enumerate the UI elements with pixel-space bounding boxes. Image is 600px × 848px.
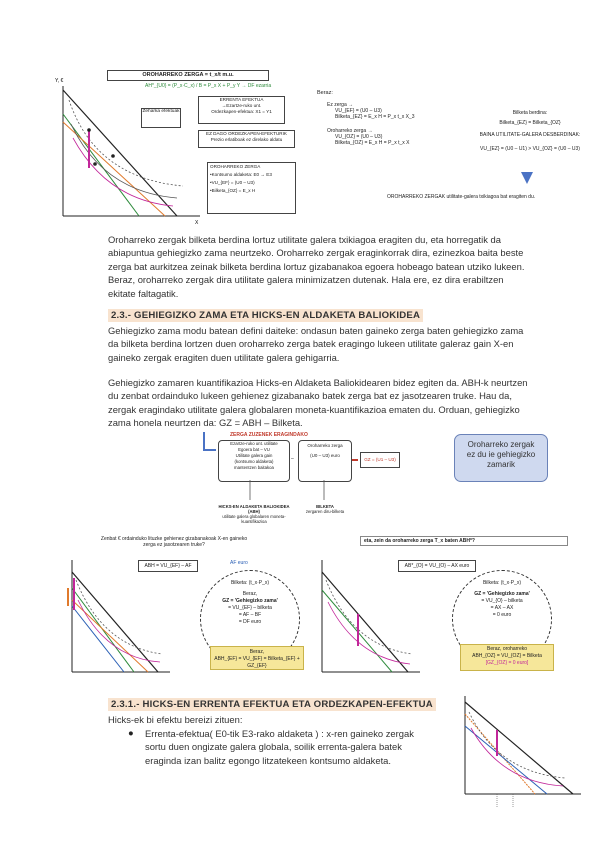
fig3-right-result-sub: [GZ_{OZ} = 0 euro]: [485, 660, 529, 666]
fig3-right-gz1: = VU_{O} – bilketa: [481, 598, 523, 604]
figure-1-oroharreko-box: OROHARREKO ZERGA •Kontsumo aldaketa: E0 → E3 •VU_{EF} = (U0 – U3) •Bilketa_{OZ} = E_x H: [207, 162, 296, 214]
paragraph-3: Gehiegizko zamaren kuantifikazioa Hicks-en Aldaketa Baliokidearen bidez egiten da. ABH-k neurtzen du zenbat ordainduko lukeen gehienez gizabanako batek zerga bat ez jasotzearen truke. Hau da, zergak eragindako utilitate galera globalaren moneta-kuantifikazioa ematen du. Orduan, gehiegizko zama honela neurtzen da: GZ = ABH – Bilketa.: [108, 377, 528, 429]
berez-line5: VU_{OZ} = (U0 – U3): [335, 134, 383, 140]
callout-oroharreko: Oroharreko zergak ez du ie gehiegizko zamarik: [454, 434, 548, 482]
figure-3-left: [62, 536, 322, 678]
abh-left-box: ABH = VU_{EF} – AF: [138, 560, 198, 572]
paragraph-2: Gehiegizko zama modu batean defini daiteke: ondasun baten gaineko zerga baten gehiegizko zama da bilketa berdina lortzen duen oroharreko zerga batek eragingo lukeen utilitate galeraz gain X-en gaineko zergak eragiten duen utilitate galera gehigarria.: [108, 325, 524, 363]
down-arrow-icon: [521, 172, 533, 184]
note-left-title: HICKS-EN ALDAKETA BALIOKIDEA (ABH): [218, 504, 290, 514]
figure-1-zeharka: Zeharka efektuak: [141, 108, 181, 128]
bullet-dot: ●: [128, 727, 134, 738]
abh-right-box: AB*_{O} = VU_{O} – AX euro: [398, 560, 476, 572]
figure-1-title: OROHARREKO ZERGA = t_x/t m.u.: [107, 70, 269, 81]
figure-1-axis-x: X: [195, 220, 199, 226]
paragraph-4: Hicks-ek bi efektu bereizi zituen:: [108, 714, 243, 725]
figure-3-left-calc: [208, 580, 292, 626]
figure-2: [200, 432, 400, 522]
figure-1-axis-y: Y, €: [55, 78, 64, 84]
fig3-result-title: Beraz,: [249, 649, 265, 655]
af-label: AF euro: [230, 560, 248, 566]
fig3-result-line: ABH_{EF} = VU_{EF} = Bilketa_{EF} + GZ_{EF}: [214, 656, 300, 669]
figure-1-errenta-box: ERRENTA EFEKTUA →Ezartze-ruko unt. Ordezkapen-efektua: X1 = Y1: [198, 96, 285, 124]
fig3-beraz: Beraz,: [242, 591, 258, 597]
heading-2-3-1: 2.3.1.- HICKS-EN ERRENTA EFEKTUA ETA ORDEZKAPEN-EFEKTUA: [108, 698, 436, 711]
paragraph-1: Oroharreko zergak bilketa berdina lortuz utilitate galera txikiagoa eragiten du, eta horregatik da abiapuntua gehiegizko zama neurtzeko. Oroharreko zergak eraginkorrak dira, ezinezkoa baita beste zerga bat aurkitzea zeinak bilketa berdina lortuz gizabanakoa egoera hobeago batean utziko lukeen. Beraz, oroharreko zergak dira utilitate galera minimizatzen dutenak. Hala ere, ez dira erabiltzen ekitate faltagatik.: [108, 234, 525, 299]
fig3-right-result-title: Beraz, oroharreko: [486, 646, 528, 652]
figure-3-q-right: eta, zein da oroharreko zerga T_x baten ABH*?: [360, 536, 568, 546]
note-mid-sub: zergaren diru-bilketa: [305, 509, 345, 514]
fig3-right-gz3: = 0 euro: [492, 612, 512, 618]
figure-3-question: Zenbat € ordainduko lituzke gehienez gizabanakoak X-en gaineko zerga ez jasotzearen truke?: [100, 536, 248, 548]
baina: BAINA UTILITATE-GALERA DESBERDINAK:: [479, 132, 581, 138]
fig3-bilketa: Bilketa: (t_x·P_x): [230, 580, 270, 586]
figure-1: [55, 68, 590, 228]
bilketa-berdina: Bilketa berdina:: [512, 110, 548, 116]
note-left-sub: utilitate galera globalaren moneta-kuantifikazioa: [222, 514, 286, 524]
fig3-gz: GZ = 'Gehiegizko zama': [222, 598, 278, 604]
figure-3-left-result: [210, 646, 304, 670]
fig3-right-gz: GZ = 'Gehiegizko zama': [474, 591, 530, 597]
figure-3-right-result: [460, 644, 554, 671]
fig3-gz3: = DF euro: [238, 619, 262, 625]
figure-2-result: GZ = (U1 – U3): [360, 452, 400, 468]
berez-line2: VU_{EF} = (U0 – U3): [335, 108, 382, 114]
figure-3-right-calc: [460, 580, 544, 619]
berez-line1: Ez zerga →: [327, 102, 354, 108]
figure-1-ordezkapen-box: EZ DAGO ORDEZKAPEN-EFEKTURIK Prezio erlatiboak ez direlako aldatu: [198, 130, 295, 148]
bullet-1: Errenta-efektua( E0-tik E3-rako aldaketa ) : x-ren gaineko zergak sortu duen ongizate galera globala, soilik errenta-galera batek eraginda izan balitz egongo litzatekeen kontsumo aldaketa.: [145, 728, 414, 766]
fig3-right-bilketa: Bilketa: (t_x·P_x): [482, 580, 522, 586]
heading-2-3: 2.3.- GEHIEGIZKO ZAMA ETA HICKS-EN ALDAKETA BALIOKIDEA: [108, 309, 423, 322]
figure-1-bullet-note: OROHARREKO ZERGAK utilitate-galera txikiagoa bat eragiten du.: [387, 194, 536, 200]
berez-title: Beraz:: [317, 90, 333, 96]
figure-3-right: [312, 536, 562, 678]
figure-2-left-box: Ezartze-ruko unt. utilitate Egoera bat – VU Utilitate galera gain (kontsumo aldaketa) mantentzen baitakoa: [218, 440, 290, 482]
figure-2-title: ZERGA ZUZENEK ERAGINDAKO: [230, 432, 308, 438]
figure-4-graph: [455, 690, 585, 820]
figure-2-connectors: [200, 432, 400, 522]
figure-2-mid-box: Oroharreko zerga (U0 – U3) euro: [298, 440, 352, 482]
figure-1-graph: [55, 68, 205, 228]
figure-2-minus: –: [291, 456, 294, 462]
utility-eq: VU_{EZ} = (U0 – U1) > VU_{OZ} = (U0 – U3): [480, 146, 580, 152]
fig3-gz1: = VU_{EF} – bilketa: [228, 605, 272, 611]
figure-1-formula: AH*_{U0} = (P_x·C_x) / B = P_x X + P_y Y → DF ezarria: [145, 83, 272, 89]
fig3-right-result-line: ABH_{OZ} = VU_{OZ} = Bilketa: [472, 653, 542, 659]
berez-line6: Bilketa_{OZ} = E_x H = P_x t_x X: [335, 140, 410, 146]
berez-line3: Bilketa_{EZ} = E_x H = P_x t_x X_3: [335, 114, 415, 120]
fig3-gz2: = AF – BF: [238, 612, 262, 618]
berez-line4: Oroharreko zerga →: [327, 128, 373, 134]
bilketa-eq: Bilketa_{EZ} = Bilketa_{OZ}: [499, 120, 561, 126]
figure-1-bilketa: [475, 110, 585, 152]
note-mid-title: BILKETA: [316, 504, 334, 509]
figure-1-berez: [317, 90, 437, 146]
fig3-right-gz2: = AX – AX: [490, 605, 514, 611]
